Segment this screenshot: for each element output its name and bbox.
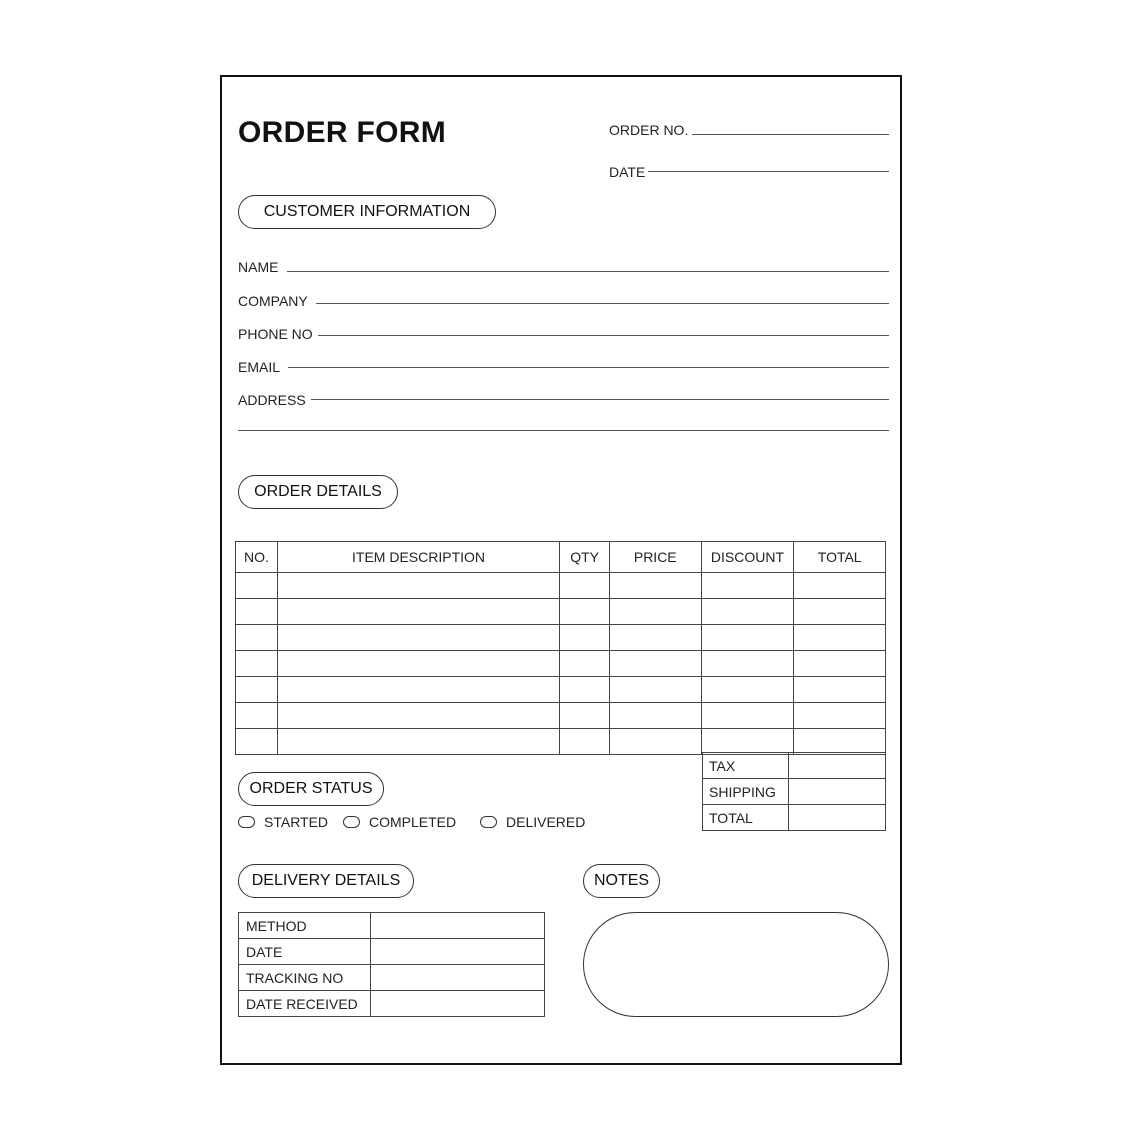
table-cell[interactable] [277,651,559,677]
status-option-label: DELIVERED [506,814,586,830]
date-received-field[interactable] [371,991,545,1017]
notes-heading: NOTES [583,864,660,898]
table-cell[interactable] [560,625,610,651]
phone-label: PHONE NO [238,326,313,342]
table-cell[interactable] [236,729,278,755]
table-cell[interactable] [236,703,278,729]
table-cell[interactable] [701,677,794,703]
table-cell[interactable] [701,599,794,625]
status-option-label: COMPLETED [369,814,457,830]
total-value-field[interactable] [789,805,886,831]
table-cell[interactable] [560,677,610,703]
table-cell[interactable] [794,677,886,703]
table-cell[interactable] [794,729,886,755]
delivery-row-tracking [239,965,545,991]
name-label: NAME [238,259,279,275]
table-row [236,573,886,599]
customer-information-heading: CUSTOMER INFORMATION [238,195,496,229]
email-label: EMAIL [238,359,281,375]
address-field[interactable] [311,399,889,400]
table-cell[interactable] [560,599,610,625]
name-field[interactable] [287,271,889,272]
column-header: QTY [560,542,610,573]
order-status-heading: ORDER STATUS [238,772,384,806]
table-cell[interactable] [277,573,559,599]
address-field-line-2[interactable] [238,430,889,431]
table-cell[interactable] [560,703,610,729]
table-cell[interactable] [277,599,559,625]
column-header: ITEM DESCRIPTION [277,542,559,573]
delivery-details-table [238,912,545,1017]
table-row [236,729,886,755]
tax-value-field[interactable] [789,753,886,779]
company-field[interactable] [316,303,889,304]
table-row [236,599,886,625]
table-row [236,703,886,729]
phone-field[interactable] [318,335,889,336]
method-label: METHOD [239,913,371,939]
order-no-field[interactable] [692,134,889,135]
radio-icon[interactable] [480,816,497,828]
table-cell[interactable] [701,625,794,651]
delivery-row-date [239,939,545,965]
shipping-value-field[interactable] [789,779,886,805]
page-title: ORDER FORM [238,116,446,149]
table-cell[interactable] [701,703,794,729]
table-cell[interactable] [560,651,610,677]
table-cell[interactable] [701,729,794,755]
column-header: DISCOUNT [701,542,794,573]
table-cell[interactable] [236,651,278,677]
table-cell[interactable] [560,729,610,755]
method-field[interactable] [371,913,545,939]
table-cell[interactable] [794,625,886,651]
table-cell[interactable] [794,651,886,677]
table-cell[interactable] [609,677,701,703]
table-row [236,651,886,677]
column-header: PRICE [609,542,701,573]
table-row [236,677,886,703]
table-cell[interactable] [236,625,278,651]
table-cell[interactable] [277,625,559,651]
company-label: COMPANY [238,293,308,309]
date-received-label: DATE RECEIVED [239,991,371,1017]
tracking-no-field[interactable] [371,965,545,991]
status-option-started[interactable] [238,814,328,830]
total-label: TOTAL [703,805,789,831]
table-cell[interactable] [609,703,701,729]
column-header: TOTAL [794,542,886,573]
table-cell[interactable] [794,599,886,625]
delivery-details-heading: DELIVERY DETAILS [238,864,414,898]
notes-field[interactable] [583,912,889,1017]
table-cell[interactable] [609,651,701,677]
table-cell[interactable] [277,677,559,703]
tracking-no-label: TRACKING NO [239,965,371,991]
status-option-label: STARTED [264,814,329,830]
table-cell[interactable] [701,573,794,599]
summary-row-tax [703,753,886,779]
delivery-row-method [239,913,545,939]
column-header: NO. [236,542,278,573]
table-header-row [236,542,886,573]
table-cell[interactable] [236,599,278,625]
status-option-completed[interactable] [343,814,456,830]
table-cell[interactable] [794,573,886,599]
table-cell[interactable] [277,703,559,729]
shipping-label: SHIPPING [703,779,789,805]
table-cell[interactable] [794,703,886,729]
table-row [236,625,886,651]
summary-row-total [703,805,886,831]
date-label: DATE [609,164,646,180]
table-cell[interactable] [236,677,278,703]
order-summary-table [702,752,886,831]
tax-label: TAX [703,753,789,779]
table-cell[interactable] [701,651,794,677]
table-cell[interactable] [277,729,559,755]
order-items-table [235,541,886,755]
date-field[interactable] [648,171,889,172]
table-cell[interactable] [560,573,610,599]
table-cell[interactable] [609,729,701,755]
order-details-heading: ORDER DETAILS [238,475,398,509]
radio-icon[interactable] [343,816,360,828]
table-cell[interactable] [236,573,278,599]
address-label: ADDRESS [238,392,306,408]
order-no-label: ORDER NO. [609,122,689,138]
summary-row-shipping [703,779,886,805]
table-cell[interactable] [609,599,701,625]
radio-icon[interactable] [238,816,255,828]
table-cell[interactable] [609,573,701,599]
email-field[interactable] [288,367,889,368]
delivery-date-label: DATE [239,939,371,965]
delivery-date-field[interactable] [371,939,545,965]
table-cell[interactable] [609,625,701,651]
delivery-row-date-received [239,991,545,1017]
status-option-delivered[interactable] [480,814,585,830]
